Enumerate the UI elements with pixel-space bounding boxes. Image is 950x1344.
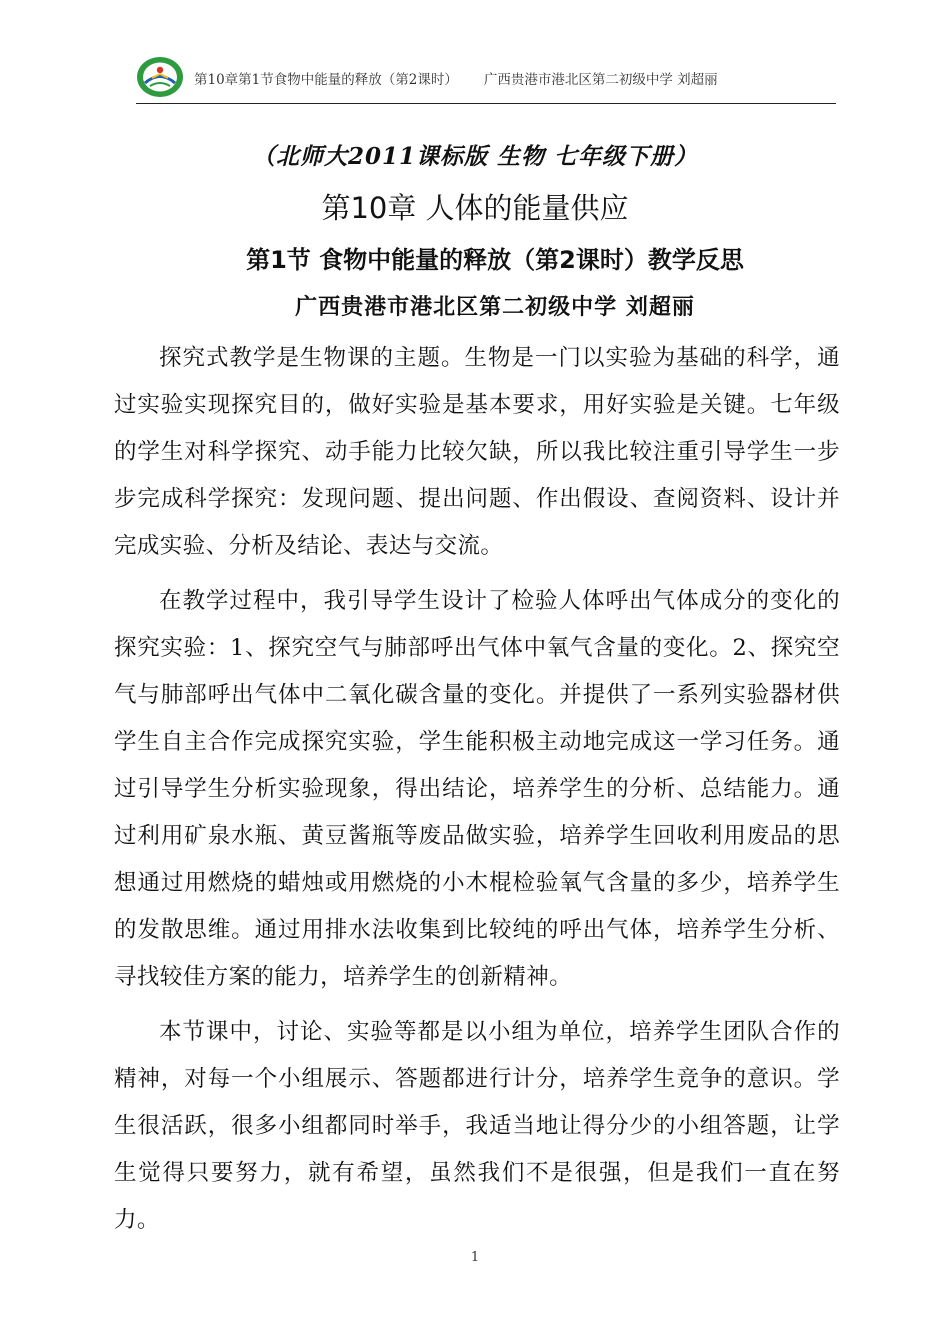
author-line: 广西贵港市港北区第二初级中学 刘超丽 — [295, 294, 695, 320]
edition-subtitle: （北师大2011课标版 生物 七年级下册） — [251, 143, 699, 170]
section-title: 第1节 食物中能量的释放（第2课时）教学反思 — [246, 246, 744, 274]
header-course: 第10章第1节食物中能量的释放（第2课时） — [194, 72, 458, 88]
header-organization: 广西贵港市港北区第二初级中学 刘超丽 — [483, 72, 718, 88]
paragraph: 本节课中，讨论、实验等都是以小组为单位，培养学生团队合作的精神，对每一个小组展示、答题都进行计分，培养学生竞争的意识。学生很活跃，很多小组都同时举手，我适当地让得分少的小组答题，让学生觉得只要努力，就有希望，虽然我们不是很强，但是我们一直在努力。 — [114, 1019, 840, 1233]
chapter-title: 第10章 人体的能量供应 — [321, 191, 629, 225]
header-text — [194, 68, 718, 88]
page-header — [136, 52, 836, 104]
header-divider — [136, 103, 836, 104]
page-number: 1 — [470, 1250, 480, 1265]
document-body — [114, 335, 840, 1244]
paragraph: 探究式教学是生物课的主题。生物是一门以实验为基础的科学，通过实验实现探究目的，做好实验是基本要求，用好实验是关键。七年级的学生对科学探究、动手能力比较欠缺，所以我比较注重引导学生一步步完成科学探究：发现问题、提出问题、作出假设、查阅资料、设计并完成实验、分析及结论、表达与交流。 — [114, 345, 840, 559]
paragraph: 在教学过程中，我引导学生设计了检验人体呼出气体成分的变化的探究实验：1、探究空气与肺部呼出气体中氧气含量的变化。2、探究空气与肺部呼出气体中二氧化碳含量的变化。并提供了一系列实验器材供学生自主合作完成探究实验，学生能积极主动地完成这一学习任务。通过引导学生分析实验现象，得出结论，培养学生的分析、总结能力。通过利用矿泉水瓶、黄豆酱瓶等废品做实验，培养学生回收利用废品的思想通过用燃烧的蜡烛或用燃烧的小木棍检验氧气含量的多少，培养学生的发散思维。通过用排水法收集到比较纯的呼出气体，培养学生分析、寻找较佳方案的能力，培养学生的创新精神。 — [114, 588, 840, 990]
school-logo-icon — [136, 56, 184, 98]
